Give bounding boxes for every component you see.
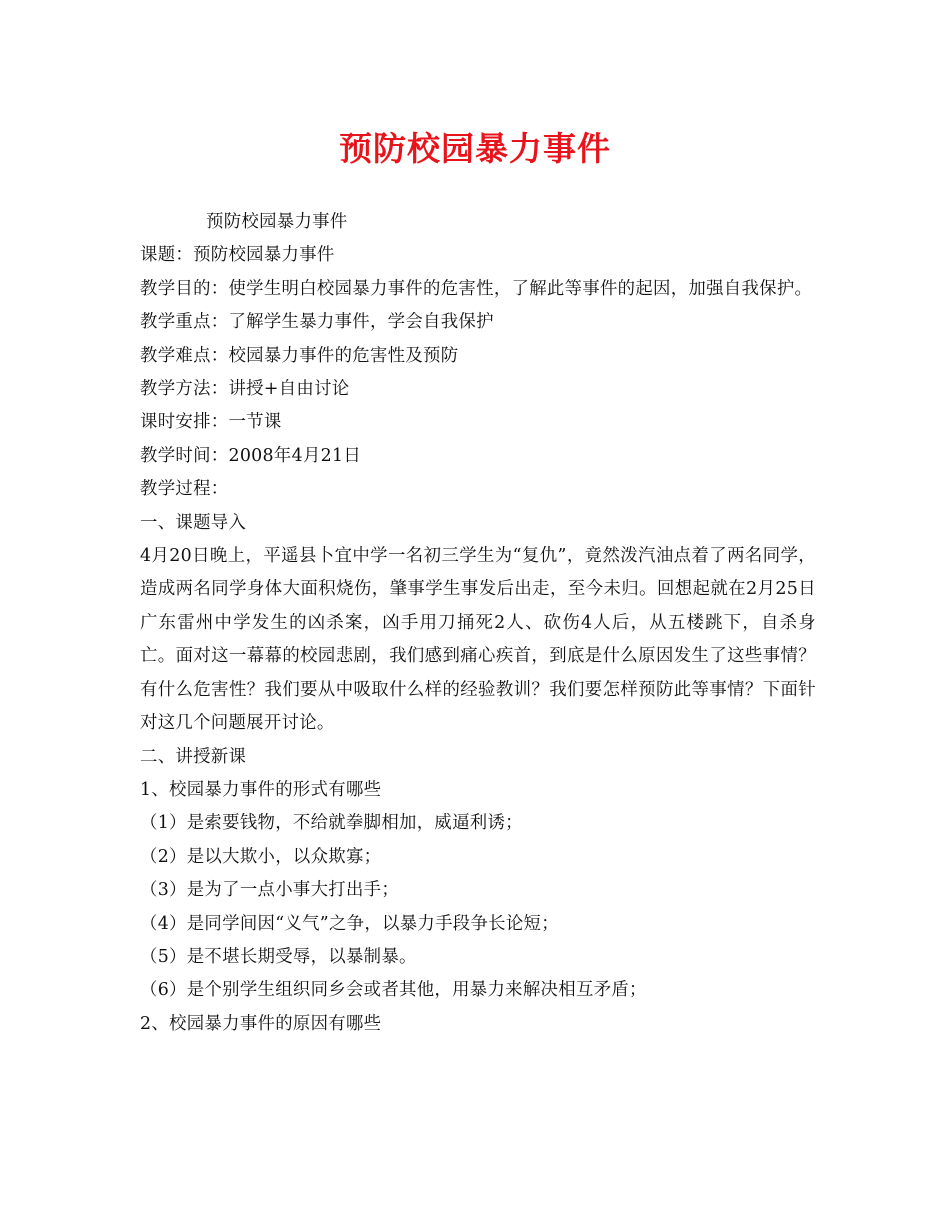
list-item: （2）是以大欺小，以众欺寡； — [140, 846, 382, 867]
line-process: 教学过程： — [140, 479, 229, 500]
document-body — [140, 206, 816, 1041]
line-date: 教学时间：2008年4月21日 — [140, 445, 362, 466]
subheading-forms: 1、校园暴力事件的形式有哪些 — [140, 779, 382, 800]
line-key-points: 教学重点：了解学生暴力事件，学会自我保护 — [140, 312, 494, 333]
document-subtitle: 预防校园暴力事件 — [206, 212, 348, 232]
section-heading-new-lesson: 二、讲授新课 — [140, 746, 247, 767]
list-item: （4）是同学间因“义气”之争，以暴力手段争长论短； — [140, 913, 559, 934]
list-item: （6）是个别学生组织同乡会或者其他，用暴力来解决相互矛盾； — [140, 980, 647, 1001]
line-objective: 教学目的：使学生明白校园暴力事件的危害性，了解此等事件的起因，加强自我保护。 — [140, 278, 813, 299]
line-difficulties: 教学难点：校园暴力事件的危害性及预防 — [140, 345, 459, 366]
line-schedule: 课时安排：一节课 — [140, 412, 282, 433]
document-title: 预防校园暴力事件 — [339, 129, 611, 168]
list-item: （5）是不堪长期受辱，以暴制暴。 — [140, 946, 417, 967]
section-heading-intro: 一、课题导入 — [140, 512, 247, 533]
list-item: （1）是索要钱物，不给就拳脚相加，威逼利诱； — [140, 813, 523, 834]
line-topic: 课题：预防校园暴力事件 — [140, 245, 335, 266]
subheading-causes: 2、校园暴力事件的原因有哪些 — [140, 1013, 382, 1034]
intro-paragraph: 4月20日晚上，平遥县卜宜中学一名初三学生为“复仇”，竟然泼汽油点着了两名同学，造成两名同学身体大面积烧伤，肇事学生事发后出走，至今未归。回想起就在2月25日广东雷州中学发生的凶杀案，凶手用刀捅死2人、砍伤4人后，从五楼跳下，自杀身亡。面对这一幕幕的校园悲剧，我们感到痛心疾首，到底是什么原因发生了这些事情？有什么危害性？我们要从中吸取什么样的经验教训？我们要怎样预防此等事情？下面针对这几个问题展开讨论。 — [140, 546, 816, 734]
list-item: （3）是为了一点小事大打出手； — [140, 880, 400, 901]
line-method: 教学方法：讲授+自由讨论 — [140, 379, 350, 400]
